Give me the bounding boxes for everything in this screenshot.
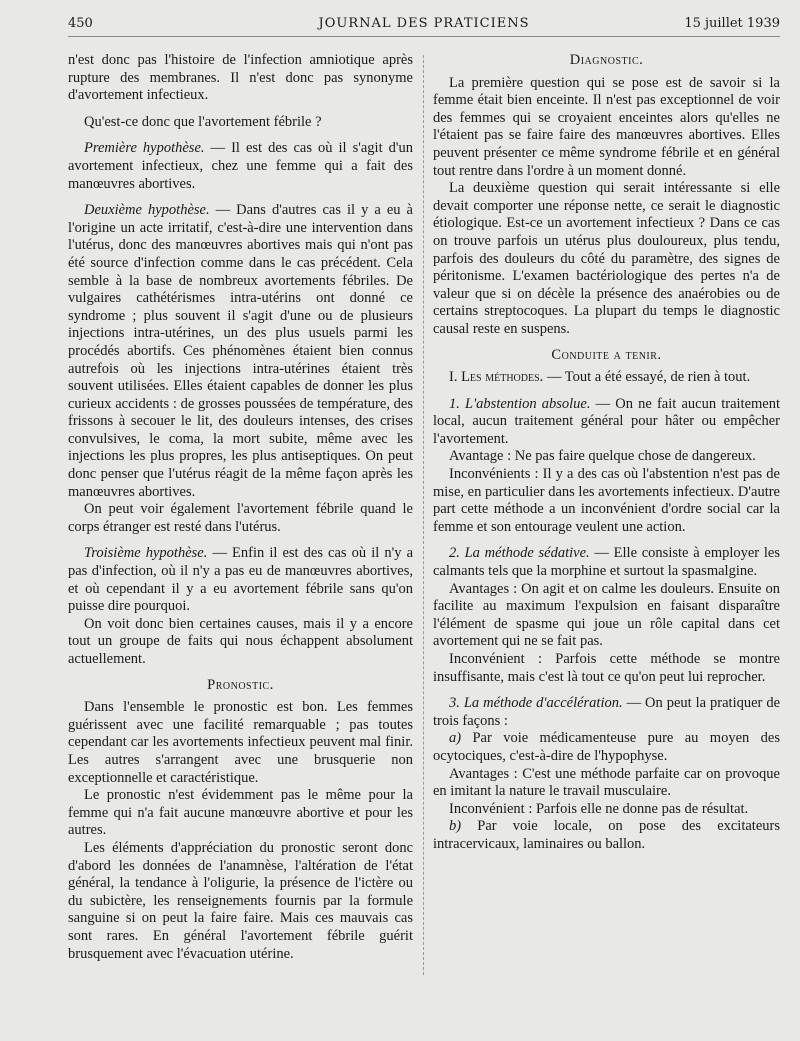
paragraph: Qu'est-ce donc que l'avortement fébrile ? (84, 113, 322, 130)
method-lead: 3. La méthode d'accélération. (449, 695, 623, 712)
hypothesis-lead: Première hypothèse. (84, 140, 205, 157)
paragraph-text: — Tout a été essayé, de rien à tout. (543, 369, 751, 386)
paragraph-text: — Enfin il est des cas où il n'y a pas d'infection, où il n'y a pas eu de manœuvres abortives, et où cependant il y a eu avortement fébrile sans qu'on puisse dire pourquoi. (68, 545, 414, 615)
paragraph: Dans l'ensemble le pronostic est bon. Les femmes guérissent avec une facilité remarquable ; pas toutes cependant car les avortements infectieux peuvent mal finir. Les autres s'arrangent avec une brusquerie non exceptionnelle et caractéristique. (68, 699, 413, 786)
issue-date: 15 juillet 1939 (684, 16, 780, 31)
left-column (68, 52, 413, 963)
paragraph: On voit donc bien certaines causes, mais il y a encore tout un groupe de faits qui nous échappent absolument actuellement. (68, 615, 413, 667)
paragraph (433, 545, 780, 580)
paragraph (68, 140, 413, 193)
method-lead: 1. L'abstention absolue. (449, 395, 591, 412)
paragraph: Avantages : On agit et on calme les douleurs. Ensuite on facilite au maximum l'expulsion en faisant disparaître l'élément de spasme qui joue un rôle capital dans cet avortement qui ne se fait pas. (433, 580, 780, 650)
paragraph: Inconvénient : Parfois cette méthode se montre insuffisante, mais c'est là tout ce qu'on peut lui reprocher. (433, 651, 780, 685)
method-lead: I. Les méthodes. (449, 369, 544, 386)
paragraph (433, 818, 780, 853)
column-divider (423, 55, 424, 975)
section-heading-pronostic: Pronostic. (207, 676, 274, 693)
paragraph (433, 730, 780, 765)
paragraph: La deuxième question qui serait intéressante si elle devait comporter une réponse nette, ce serait le diagnostic étiologique. Est-ce un avortement infectieux ? Dans ce cas on trouve parfois un utérus plus douloureux, plus tendu, parfois des douleurs du côté du paramètre, des signes de péritonisme. L'examen bactériologique des pertes n'a de valeur que si on décèle la présence des anaérobies ou de certains streptocoques. La plupart du temps le diagnostic causal reste en suspens. (433, 180, 780, 337)
paragraph: n'est donc pas l'histoire de l'infection amniotique après rupture des membranes. Il n'est donc pas synonyme d'avortement infectieux. (68, 52, 413, 104)
paragraph: Avantage : Ne pas faire quelque chose de dangereux. (449, 448, 756, 465)
running-header (68, 16, 780, 37)
paragraph-text: Par voie locale, on pose des excitateurs intracervicaux, laminaires ou ballon. (433, 818, 780, 852)
section-heading-conduite: Conduite a tenir. (551, 346, 662, 363)
paragraph: Inconvénients : Il y a des cas où l'abstention n'est pas de mise, en particulier dans les avortements infectieux. D'autre part cette méthode a un inconvénient d'ordre social car la femme et son entourage veulent une action. (433, 466, 780, 535)
page-number: 450 (68, 16, 93, 31)
section-heading-diagnostic: Diagnostic. (569, 52, 644, 68)
paragraph (433, 695, 780, 730)
paragraph: Avantages : C'est une méthode parfaite car on provoque en imitant la nature le travail musculaire. (433, 765, 780, 800)
paragraph (68, 545, 413, 615)
paragraph-text: — On ne fait aucun traitement local, aucun traitement général pour hâter ou empêcher l'avortement. (433, 395, 780, 447)
paragraph: Les éléments d'appréciation du pronostic seront donc d'abord les données de l'anamnèse, l'altération de l'état général, la tendance à l'oligurie, la présence de l'ictère ou du subictère, les renseignements fournis par la formule sanguine si on peut la faire faire. Mais ces mauvais cas sont rares. En général l'avortement fébrile guérit brusquement avec l'évacuation utérine. (68, 839, 413, 962)
hypothesis-lead: Deuxième hypothèse. (84, 202, 210, 219)
paragraph-text: — On peut la pratiquer de trois façons : (433, 695, 781, 729)
list-marker: a) (449, 730, 462, 747)
paragraph: La première question qui se pose est de savoir si la femme était bien enceinte. Il n'est pas exceptionnel de voir des femmes qui se croyaient enceintes alors qu'elles ne l'étaient pas se faire faire des manœuvres abortives. Elles peuvent présenter ce même syndrome fébrile et en général tout rentre dans l'ordre à un moment donné. (433, 74, 780, 179)
paragraph: On peut voir également l'avortement fébrile quand le corps étranger est resté dans l'utérus. (68, 501, 413, 535)
paragraph (68, 202, 413, 501)
hypothesis-lead: Troisième hypothèse. (84, 545, 208, 562)
paragraph-text: Par voie médicamenteuse pure au moyen des ocytociques, c'est-à-dire de l'hypophyse. (433, 730, 780, 764)
paragraph (433, 396, 780, 449)
paragraph (433, 369, 780, 387)
paragraph: Le pronostic n'est évidemment pas le même pour la femme qui n'a fait aucune manœuvre abortive et pour les autres. (68, 787, 413, 839)
paragraph: Inconvénient : Parfois elle ne donne pas de résultat. (449, 800, 749, 817)
paragraph-text: — Elle consiste à employer les calmants tels que la morphine et surtout la spasmalgine. (433, 545, 780, 580)
journal-title: JOURNAL DES PRATICIENS (318, 16, 530, 31)
method-lead: 2. La méthode sédative. (449, 545, 590, 562)
list-marker: b) (449, 818, 462, 835)
paragraph-text: — Dans d'autres cas il y a eu à l'origine un acte irritatif, c'est-à-dire une intervention dans l'utérus, donc des manœuvres abortives mais qui n'ont pas été source d'infection comme dans le cas précédent. Cela semble à la base de nombreux avortements fébriles. De vulgaires cathétérismes intra-utérins ont donné ce syndrome ; plus souvent il s'agit d'une ou de plusieurs injections intra-utérines, un des plus usuels parmi les procédés abortifs. Ces phénomènes étaient bien connus autrefois où les injections intra-utérines étaient très souvent utilisées. Elles étaient capables de donner les plus curieux accidents : de grosses poussées de température, des frissons à secouer le lit, des douleurs intenses, des crises convulsives, le coma, la mort subite, même avec les injections les plus propres, les plus antiseptiques. On peut donc penser que l'utérus réagit de la même façon après les manœuvres abortives. (68, 202, 413, 500)
paragraph-text: — Il est des cas où il s'agit d'un avortement infectieux, chez une femme qui a fait des manœuvres abortives. (68, 140, 413, 192)
right-column (433, 52, 780, 854)
